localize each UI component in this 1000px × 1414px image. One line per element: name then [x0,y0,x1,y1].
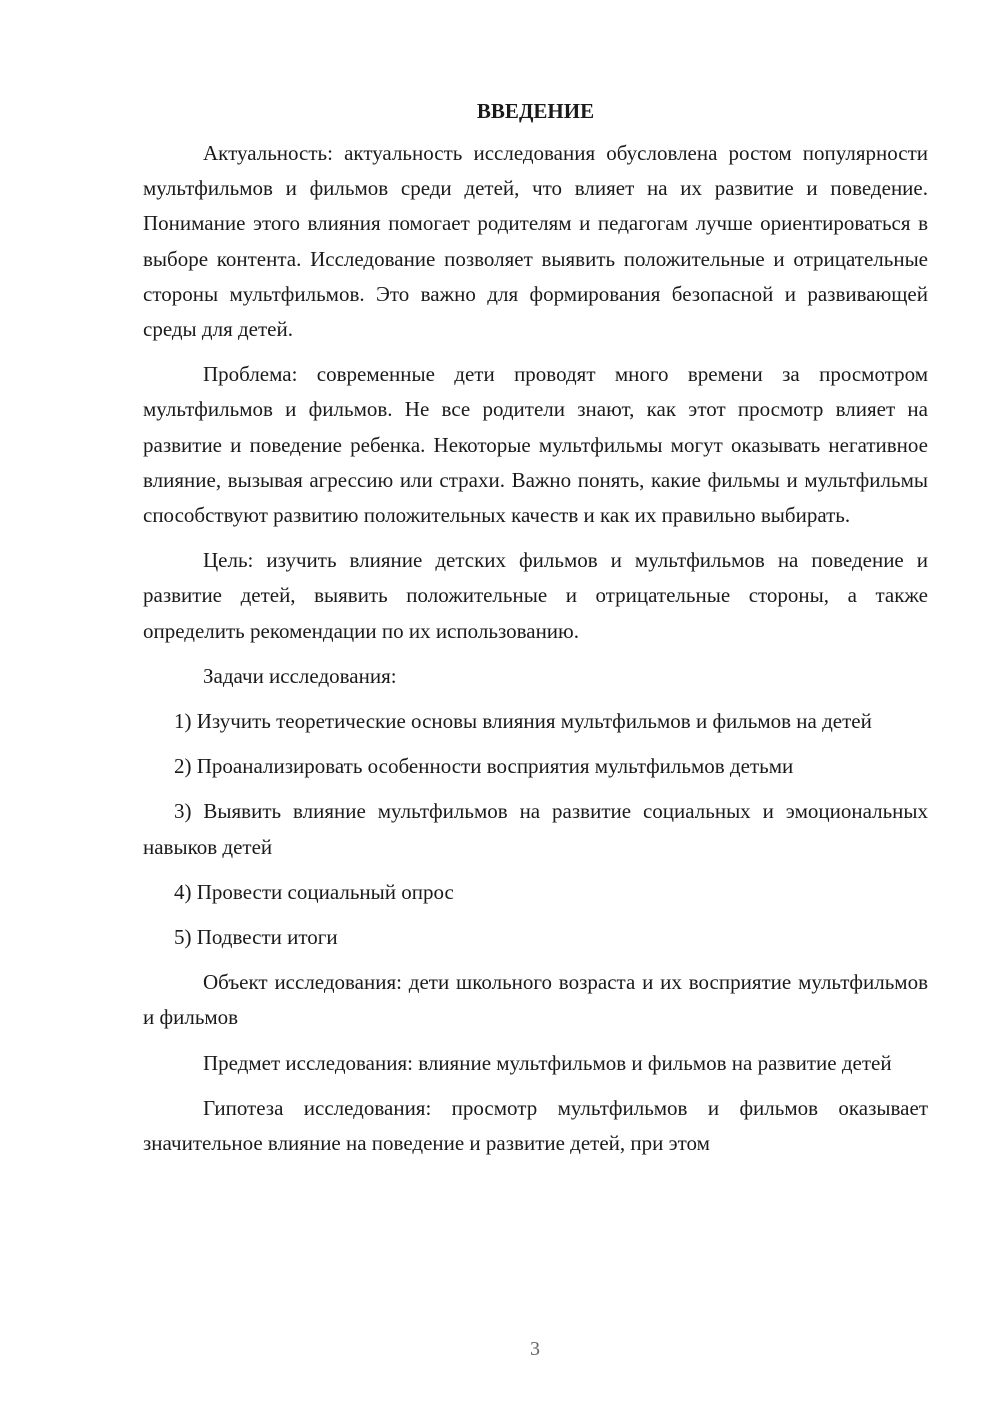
list-item: 2) Проанализировать особенности восприятия мультфильмов детьми [174,754,794,779]
page-number: 3 [530,1338,540,1360]
list-item: 4) Провести социальный опрос [174,879,454,904]
list-item: 3) Выявить влияние мультфильмов на развитие социальных и эмоциональных навыков детей [143,799,928,859]
tasks-list [143,704,928,955]
paragraph-object: Объект исследования: дети школьного возраста и их восприятие мультфильмов и фильмов [143,970,928,1030]
paragraph-hypothesis: Гипотеза исследования: просмотр мультфильмов и фильмов оказывает значительное влияние на поведение и развитие детей, при этом [143,1095,928,1156]
list-item: 1) Изучить теоретические основы влияния мультфильмов и фильмов на детей [174,709,872,734]
paragraph-subject: Предмет исследования: влияние мультфильмов и фильмов на развитие детей [203,1050,892,1075]
page-content [143,94,928,1161]
section-heading: ВВЕДЕНИЕ [476,99,595,123]
paragraph-problem: Проблема: современные дети проводят много времени за просмотром мультфильмов и фильмов. Не все родители знают, как этот просмотр влияет на развитие и поведение ребенка. Некоторые мультфильмы могут оказывать негативное влияние, вызывая агрессию или страхи. Важно понять, какие фильмы и мультфильмы способствуют развитию положительных качеств и как их правильно выбирать. [143,362,928,528]
paragraph-relevance: Актуальность: актуальность исследования обусловлена ростом популярности мультфильмов и фильмов среди детей, что влияет на их развитие и поведение. Понимание этого влияния помогает родителям и педагогам лучше ориентироваться в выборе контента. Исследование позволяет выявить положительные и отрицательные стороны мультфильмов. Это важно для формирования безопасной и развивающей среды для детей. [143,141,928,342]
paragraph-goal: Цель: изучить влияние детских фильмов и мультфильмов на поведение и развитие детей, выявить положительные и отрицательные стороны, а также определить рекомендации по их использованию. [143,548,928,643]
list-item: 5) Подвести итоги [174,925,338,950]
tasks-title: Задачи исследования: [203,663,397,688]
